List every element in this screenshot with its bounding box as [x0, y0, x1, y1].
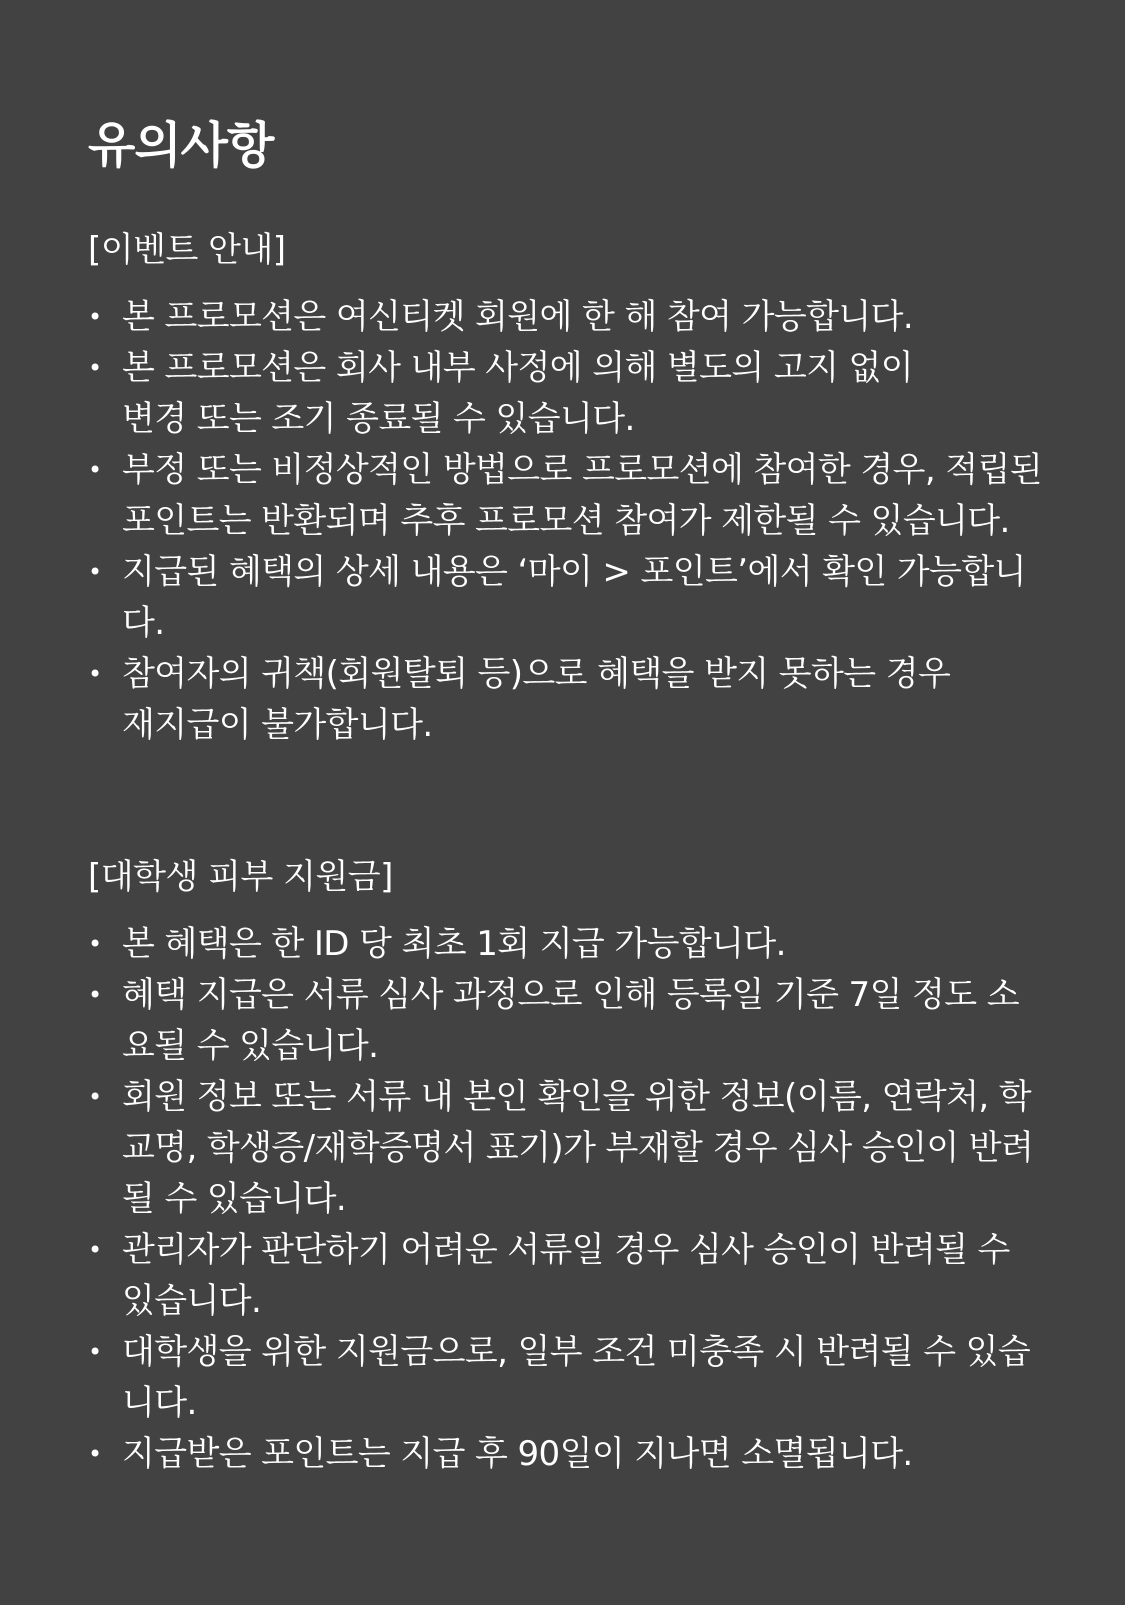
bullet-icon: •: [88, 354, 102, 382]
page-title: 유의사항: [88, 117, 274, 174]
section-heading: [이벤트 안내]: [88, 230, 286, 270]
list-item-text: 본 프로모션은 여신티켓 회원에 한 해 참여 가능합니다.: [122, 297, 914, 337]
bullet-icon: •: [88, 660, 102, 688]
list-item-text: 본 혜택은 한 ID 당 최초 1회 지급 가능합니다.: [122, 924, 786, 964]
bullet-icon: •: [88, 1083, 102, 1111]
notice-list: [88, 292, 1065, 751]
list-item-text: 본 프로모션은 회사 내부 사정에 의해 별도의 고지 없이 변경 또는 조기 종료될 수 있습니다.: [122, 348, 914, 439]
event-info-section: [88, 222, 1065, 751]
list-item-text: 관리자가 판단하기 어려운 서류일 경우 심사 승인이 반려될 수 있습니다.: [122, 1230, 1010, 1321]
list-item-text: 혜택 지급은 서류 심사 과정으로 인해 등록일 기준 7일 정도 소 요될 수 있습니다.: [122, 975, 1019, 1066]
list-item-text: 지급된 혜택의 상세 내용은 ‘마이 > 포인트’에서 확인 가능합니 다.: [122, 552, 1026, 643]
student-support-section: [88, 849, 1065, 1480]
list-item: [88, 547, 1065, 649]
list-item-text: 대학생을 위한 지원금으로, 일부 조건 미충족 시 반려될 수 있습 니다.: [122, 1332, 1031, 1423]
bullet-icon: •: [88, 930, 102, 958]
list-item: [88, 1429, 1065, 1480]
list-item: [88, 445, 1065, 547]
notice-list: [88, 919, 1065, 1480]
bullet-icon: •: [88, 1338, 102, 1366]
bullet-icon: •: [88, 1440, 102, 1468]
list-item: [88, 1072, 1065, 1225]
list-item: [88, 919, 1065, 970]
list-item: [88, 1225, 1065, 1327]
bullet-icon: •: [88, 303, 102, 331]
bullet-icon: •: [88, 456, 102, 484]
list-item: [88, 649, 1065, 751]
list-item: [88, 343, 1065, 445]
bullet-icon: •: [88, 1236, 102, 1264]
list-item-text: 참여자의 귀책(회원탈퇴 등)으로 혜택을 받지 못하는 경우 재지급이 불가합니다.: [122, 654, 951, 745]
list-item-text: 부정 또는 비정상적인 방법으로 프로모션에 참여한 경우, 적립된 포인트는 반환되며 추후 프로모션 참여가 제한될 수 있습니다.: [122, 450, 1043, 541]
section-heading: [대학생 피부 지원금]: [88, 857, 393, 897]
bullet-icon: •: [88, 981, 102, 1009]
bullet-icon: •: [88, 558, 102, 586]
list-item: [88, 292, 1065, 343]
list-item-text: 회원 정보 또는 서류 내 본인 확인을 위한 정보(이름, 연락처, 학 교명, 학생증/재학증명서 표기)가 부재할 경우 심사 승인이 반려 될 수 있습니다.: [122, 1077, 1034, 1219]
list-item: [88, 1327, 1065, 1429]
list-item: [88, 970, 1065, 1072]
list-item-text: 지급받은 포인트는 지급 후 90일이 지나면 소멸됩니다.: [122, 1434, 913, 1474]
